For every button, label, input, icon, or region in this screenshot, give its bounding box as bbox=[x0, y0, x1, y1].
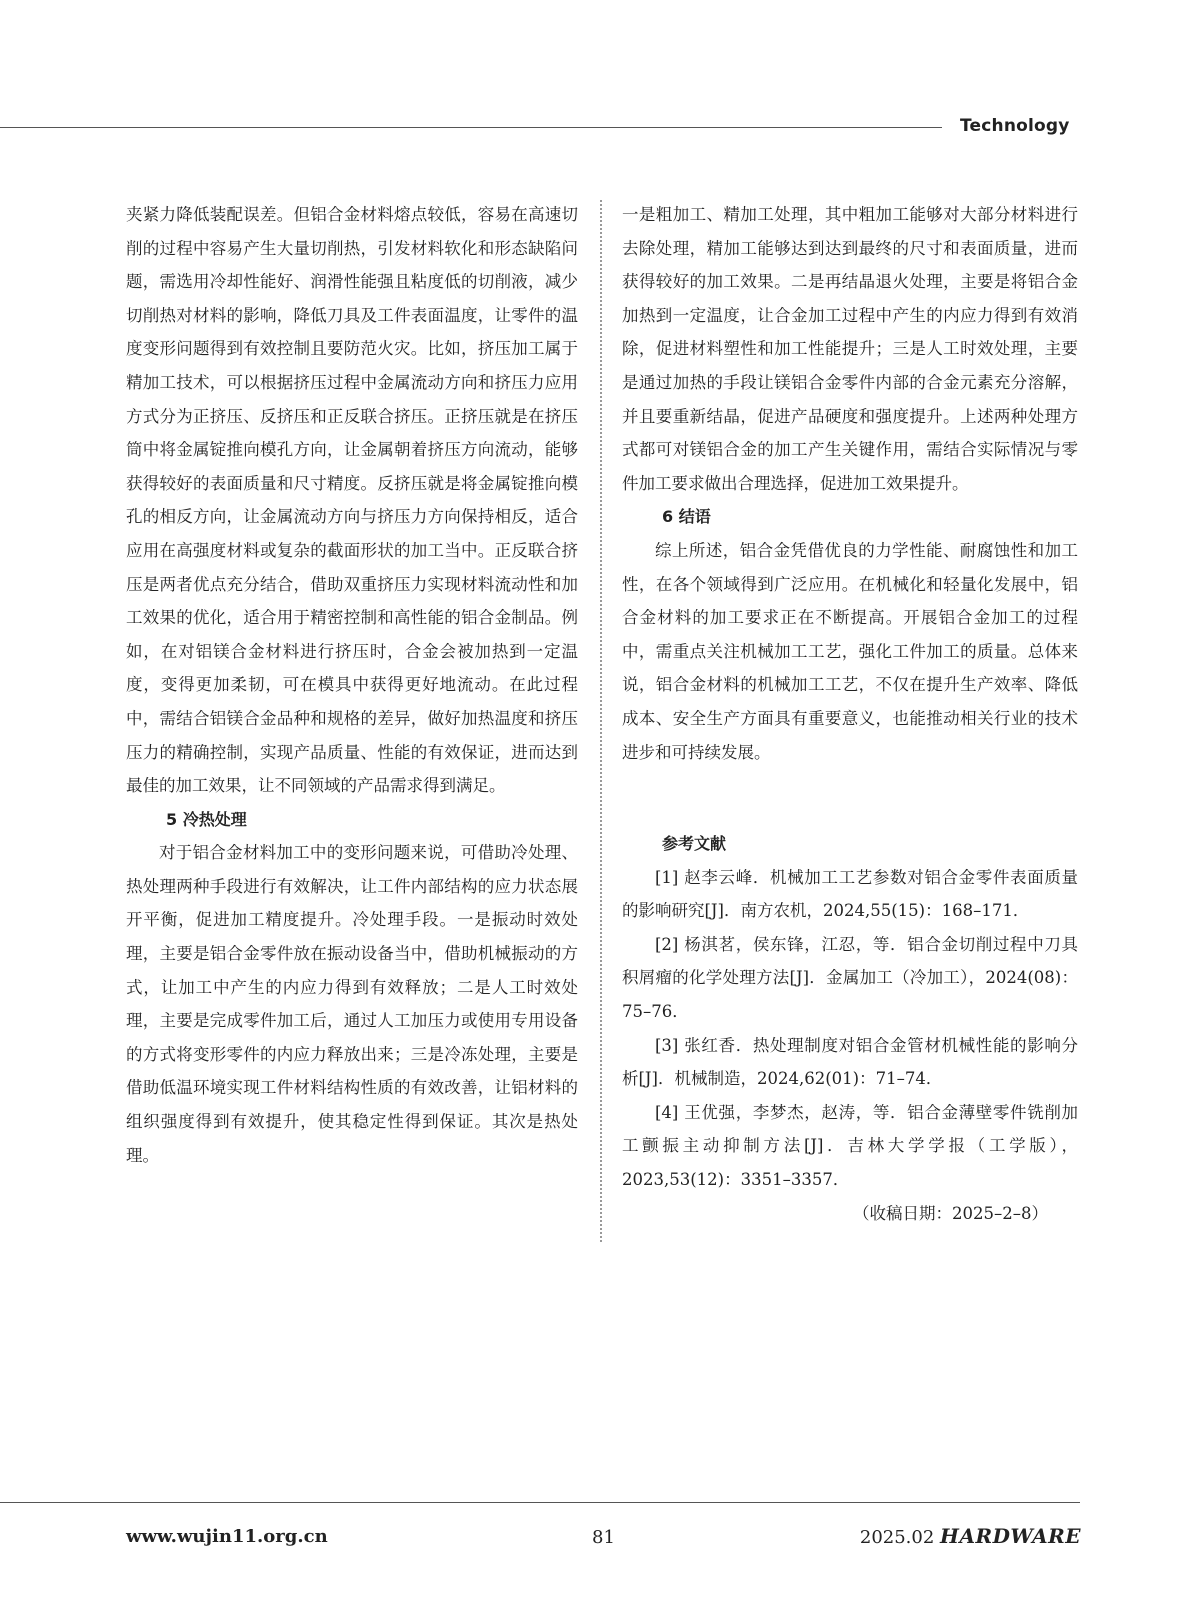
page-number: 81 bbox=[592, 1527, 615, 1548]
section-heading-5: 5 冷热处理 bbox=[166, 809, 247, 829]
footer-issue bbox=[860, 1524, 1081, 1548]
reference-item: [3] 张红香．热处理制度对铝合金管材机械性能的影响分析[J]．机械制造，2024,62(01)：71–74． bbox=[622, 1035, 1078, 1089]
footer-rule bbox=[0, 1502, 1080, 1503]
body-paragraph: 一是粗加工、精加工处理，其中粗加工能够对大部分材料进行去除处理，精加工能够达到达到最终的尺寸和表面质量，进而获得较好的加工效果。二是再结晶退火处理，主要是将铝合金加热到一定温度，让合金加工过程中产生的内应力得到有效消除，促进材料塑性和加工性能提升；三是人工时效处理，主要是通过加热的手段让镁铝合金零件内部的合金元素充分溶解，并且要重新结晶，促进产品硬度和强度提升。上述两种处理方式都可对镁铝合金的加工产生关键作用，需结合实际情况与零件加工要求做出合理选择，促进加工效果提升。 bbox=[622, 205, 1078, 493]
body-paragraph: 对于铝合金材料加工中的变形问题来说，可借助冷处理、热处理两种手段进行有效解决，让工件内部结构的应力状态展开平衡，促进加工精度提升。冷处理手段。一是振动时效处理，主要是铝合金零件放在振动设备当中，借助机械振动的方式，让加工中产生的内应力得到有效释放；二是人工时效处理，主要是完成零件加工后，通过人工加压力或使用专用设备的方式将变形零件的内应力释放出来；三是冷冻处理，主要是借助低温环境实现工件材料结构性质的有效改善，让铝材料的组织强度得到有效提升，使其稳定性得到保证。其次是热处理。 bbox=[126, 843, 578, 1165]
body-paragraph: 综上所述，铝合金凭借优良的力学性能、耐腐蚀性和加工性，在各个领域得到广泛应用。在机械化和轻量化发展中，铝合金材料的加工要求正在不断提高。开展铝合金加工的过程中，需重点关注机械加工工艺，强化工件加工的质量。总体来说，铝合金材料的机械加工工艺，不仅在提升生产效率、降低成本、安全生产方面具有重要意义，也能推动相关行业的技术进步和可持续发展。 bbox=[622, 540, 1078, 762]
issue-date: 2025.02 bbox=[859, 1527, 935, 1548]
received-date: （收稿日期：2025–2–8） bbox=[853, 1203, 1048, 1223]
magazine-name: HARDWARE bbox=[940, 1524, 1081, 1548]
reference-item: [4] 王优强，李梦杰，赵涛，等．铝合金薄壁零件铣削加工颤振主动抑制方法[J]．吉林大学学报（工学版），2023,53(12)：3351–3357． bbox=[622, 1102, 1078, 1190]
section-label: Technology bbox=[960, 116, 1070, 136]
section-heading-6: 6 结语 bbox=[662, 507, 711, 527]
left-column bbox=[126, 198, 578, 1172]
references-title: 参考文献 bbox=[662, 834, 727, 854]
reference-item: [2] 杨淇茗，侯东锋，江忍，等．铝合金切削过程中刀具积屑瘤的化学处理方法[J]．金属加工（冷加工），2024(08)：75–76． bbox=[622, 934, 1078, 1022]
body-paragraph: 夹紧力降低装配误差。但铝合金材料熔点较低，容易在高速切削的过程中容易产生大量切削热，引发材料软化和形态缺陷问题，需选用冷却性能好、润滑性能强且粘度低的切削液，减少切削热对材料的影响，降低刀具及工件表面温度，让零件的温度变形问题得到有效控制且要防范火灾。比如，挤压加工属于精加工技术，可以根据挤压过程中金属流动方向和挤压力应用方式分为正挤压、反挤压和正反联合挤压。正挤压就是在挤压筒中将金属锭推向模孔方向，让金属朝着挤压方向流动，能够获得较好的表面质量和尺寸精度。反挤压就是将金属锭推向模孔的相反方向，让金属流动方向与挤压力方向保持相反，适合应用在高强度材料或复杂的截面形状的加工当中。正反联合挤压是两者优点充分结合，借助双重挤压力实现材料流动性和加工效果的优化，适合用于精密控制和高性能的铝合金制品。例如，在对铝镁合金材料进行挤压时，合金会被加热到一定温度，变得更加柔韧，可在模具中获得更好地流动。在此过程中，需结合铝镁合金品种和规格的差异，做好加热温度和挤压压力的精确控制，实现产品质量、性能的有效保证，进而达到最佳的加工效果，让不同领域的产品需求得到满足。 bbox=[126, 205, 578, 796]
footer-website: www.wujin11.org.cn bbox=[126, 1526, 328, 1547]
header-rule bbox=[0, 127, 942, 128]
column-divider bbox=[600, 200, 602, 1242]
right-column bbox=[622, 198, 1078, 1230]
reference-item: [1] 赵李云峰．机械加工工艺参数对铝合金零件表面质量的影响研究[J]．南方农机，2024,55(15)：168–171． bbox=[622, 867, 1078, 921]
